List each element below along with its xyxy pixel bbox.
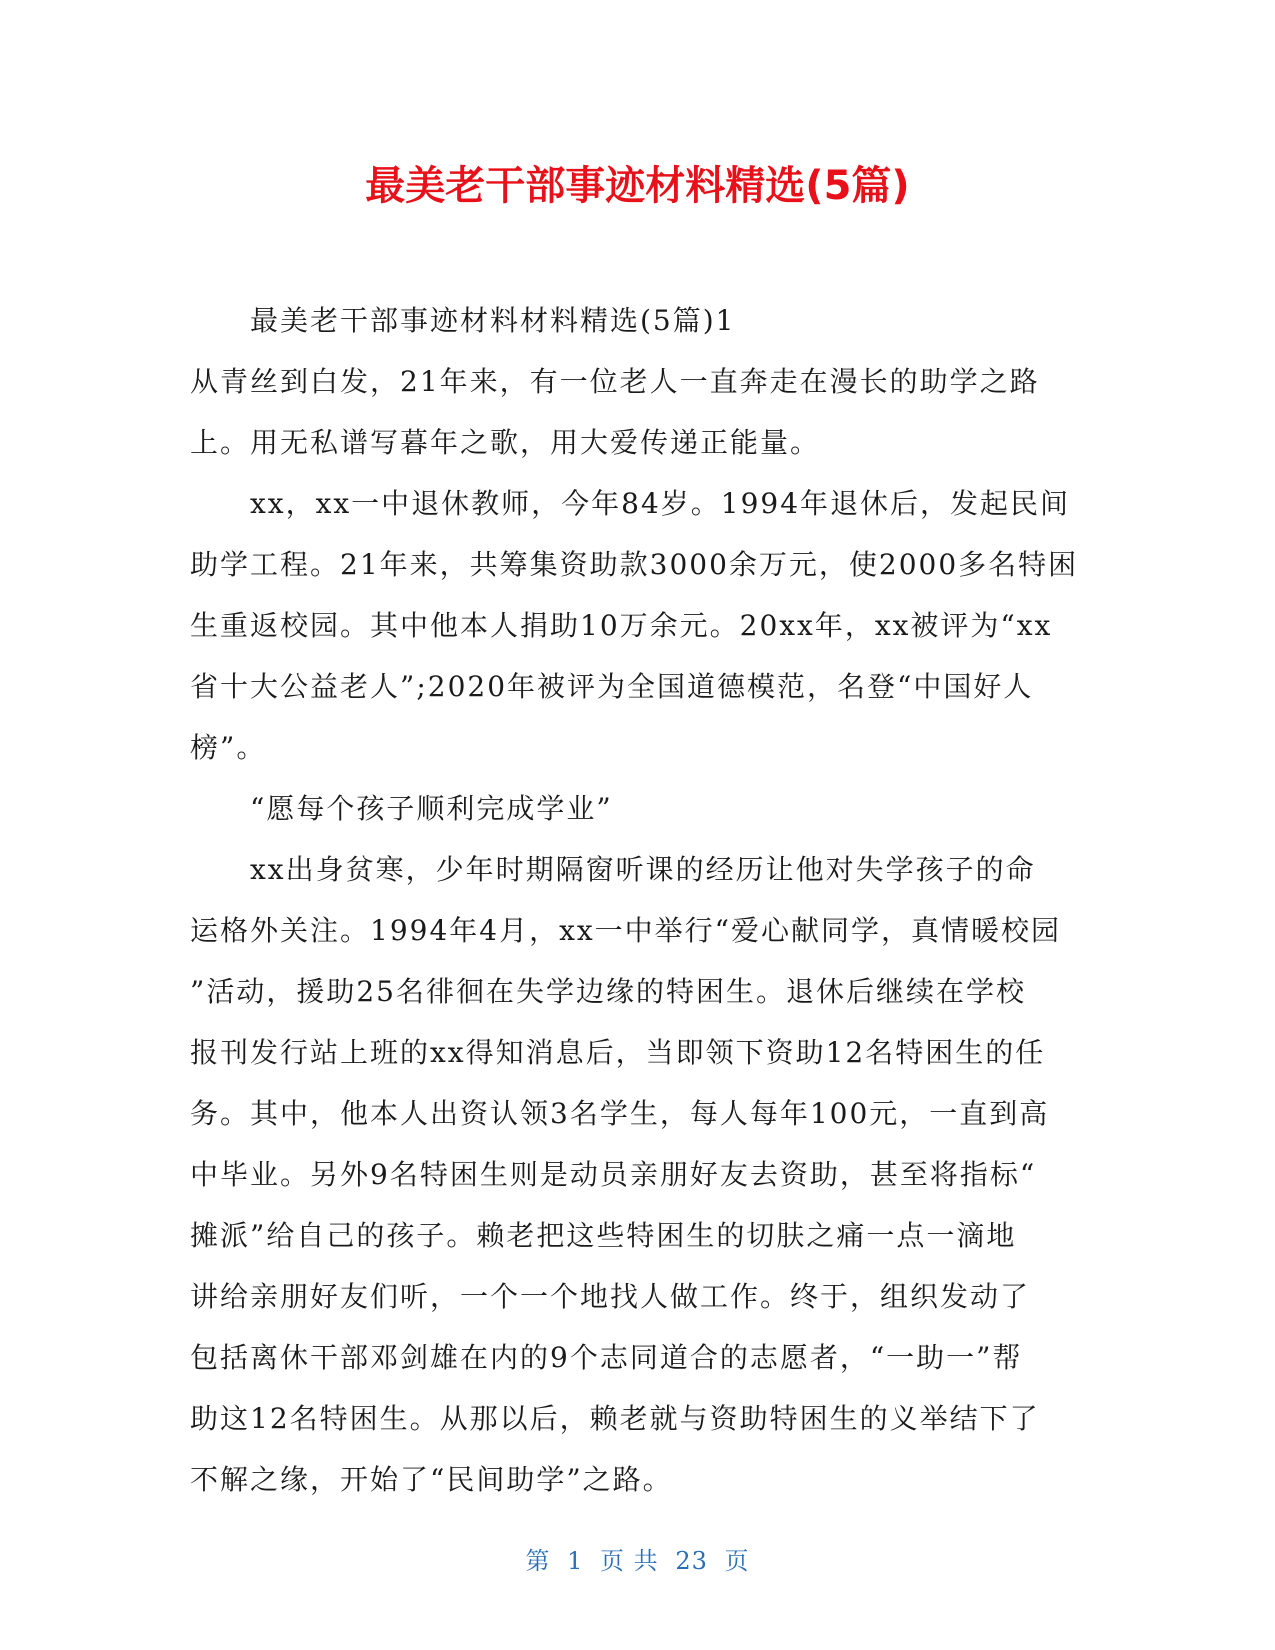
body-line: 上。用无私谱写暮年之歌，用大爱传递正能量。: [190, 426, 821, 459]
body-line: 摊派”给自己的孩子。赖老把这些特困生的切肤之痛一点一滴地: [190, 1219, 1017, 1252]
body-line: xx出身贫寒，少年时期隔窗听课的经历让他对失学孩子的命: [250, 853, 1036, 886]
body-line: 生重返校园。其中他本人捐助10万余元。20xx年，xx被评为“xx: [190, 609, 1053, 642]
document-title: 最美老干部事迹材料精选(5篇): [365, 163, 910, 209]
body-line: 助学工程。21年来，共筹集资助款3000余万元，使2000多名特困: [190, 548, 1079, 581]
body-line: “愿每个孩子顺利完成学业”: [250, 792, 613, 825]
footer-middle: 页 共: [600, 1547, 659, 1575]
document-body: [190, 290, 1080, 1510]
body-line: 从青丝到白发，21年来，有一位老人一直奔走在漫长的助学之路: [190, 365, 1040, 398]
page-footer: [0, 1546, 1275, 1576]
body-line: 务。其中，他本人出资认领3名学生，每人每年100元，一直到高: [190, 1097, 1050, 1130]
body-line: 助这12名特困生。从那以后，赖老就与资助特困生的义举结下了: [190, 1402, 1040, 1435]
body-line: 运格外关注。1994年4月，xx一中举行“爱心献同学，真情暖校园: [190, 914, 1061, 947]
body-line: 报刊发行站上班的xx得知消息后，当即领下资助12名特困生的任: [190, 1036, 1046, 1069]
footer-prefix: 第: [525, 1547, 551, 1575]
footer-current-page: 1: [567, 1547, 584, 1575]
body-line: ”活动，援助25名徘徊在失学边缘的特困生。退休后继续在学校: [190, 975, 1026, 1008]
body-line: 榜”。: [190, 731, 267, 764]
body-line: xx，xx一中退休教师，今年84岁。1994年退休后，发起民间: [250, 487, 1071, 520]
footer-suffix: 页: [724, 1547, 750, 1575]
footer-total-pages: 23: [675, 1547, 708, 1575]
body-line: 最美老干部事迹材料材料精选(5篇)1: [250, 304, 736, 337]
body-line: 省十大公益老人”;2020年被评为全国道德模范，名登“中国好人: [190, 670, 1034, 703]
body-line: 讲给亲朋好友们听，一个一个地找人做工作。终于，组织发动了: [190, 1280, 1031, 1313]
body-line: 不解之缘，开始了“民间助学”之路。: [190, 1463, 673, 1496]
body-line: 包括离休干部邓剑雄在内的9个志同道合的志愿者，“一助一”帮: [190, 1341, 1023, 1374]
body-line: 中毕业。另外9名特困生则是动员亲朋好友去资助，甚至将指标“: [190, 1158, 1037, 1191]
